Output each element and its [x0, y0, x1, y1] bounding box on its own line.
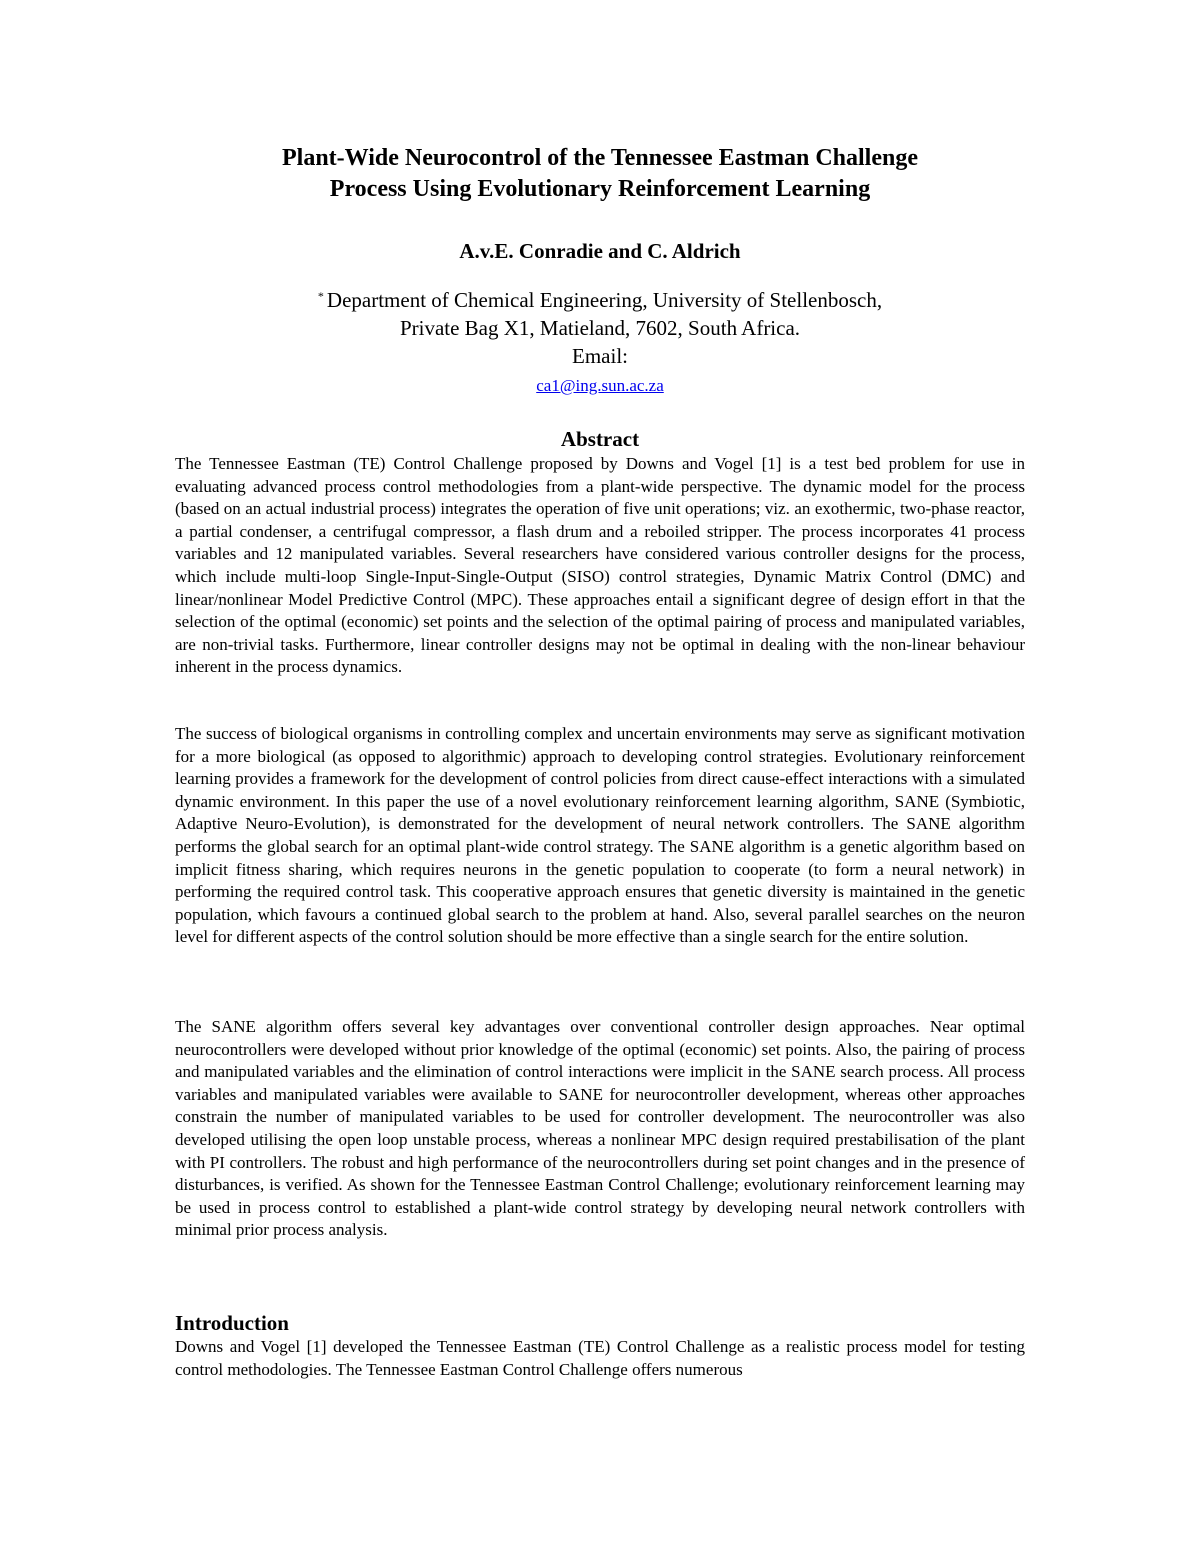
abstract-paragraph-1: The Tennessee Eastman (TE) Control Challenge proposed by Downs and Vogel [1] is a test bed problem for use in evaluating advanced process control methodologies from a plant-wide perspective. The dynamic model for the process (based on an actual industrial process) integrates the operation of five unit operations; viz. an exothermic, two-phase reactor, a partial condenser, a centrifugal compressor, a flash drum and a reboiled stripper. The process incorporates 41 process variables and 12 manipulated variables. Several researchers have considered various controller designs for the process, which include multi-loop Single-Input-Single-Output (SISO) control strategies, Dynamic Matrix Control (DMC) and linear/nonlinear Model Predictive Control (MPC). These approaches entail a significant degree of design effort in that the selection of the optimal (economic) set points and the selection of the optimal pairing of process and manipulated variables, are non-trivial tasks. Furthermore, linear controller designs may not be optimal in dealing with the non-linear behaviour inherent in the process dynamics.	[175, 454, 1025, 677]
paper-title-line-2: Process Using Evolutionary Reinforcement Learning	[329, 176, 871, 202]
email-link[interactable]: ca1@ing.sun.ac.za	[536, 376, 664, 395]
abstract-paragraph-3: The SANE algorithm offers several key advantages over conventional controller design approaches. Near optimal neurocontrollers were developed without prior knowledge of the optimal (economic) set points. Also, the pairing of process and manipulated variables and the elimination of control interactions were implicit in the SANE search process. All process variables and manipulated variables were available to SANE for neurocontroller development, whereas other approaches constrain the number of manipulated variables to be used for controller development. The neurocontroller was also developed utilising the open loop unstable process, whereas a nonlinear MPC design required prestabilisation of the plant with PI controllers. The robust and high performance of the neurocontrollers during set point changes and in the presence of disturbances, is verified. As shown for the Tennessee Eastman Control Challenge; evolutionary reinforcement learning may be used in process control to established a plant-wide control strategy by developing neural network controllers with minimal prior process analysis.	[175, 1017, 1025, 1240]
email-label: Email:	[572, 344, 628, 368]
abstract-paragraph-2: The success of biological organisms in controlling complex and uncertain environments may serve as significant motivation for a more biological (as opposed to algorithmic) approach to developing control strategies. Evolutionary reinforcement learning provides a framework for the development of control policies from direct cause-effect interactions with a simulated dynamic environment. In this paper the use of a novel evolutionary reinforcement learning algorithm, SANE (Symbiotic, Adaptive Neuro-Evolution), is demonstrated for the development of neural network controllers. The SANE algorithm performs the global search for an optimal plant-wide control strategy. The SANE algorithm is a genetic algorithm based on implicit fitness sharing, which requires neurons in the genetic population to cooperate (to form a neural network) in performing the required control task. This cooperative approach ensures that genetic diversity is maintained in the genetic population, which favours a continued global search to the problem at hand. Also, several parallel searches on the neuron level for different aspects of the control solution should be more effective than a single search for the entire solution.	[175, 724, 1025, 947]
paper-title	[175, 143, 1025, 205]
introduction-heading: Introduction	[175, 1311, 289, 1335]
affiliation-line-2: Private Bag X1, Matieland, 7602, South Africa.	[399, 316, 801, 340]
affiliation-marker: *	[317, 289, 324, 303]
paper-authors: A.v.E. Conradie and C. Aldrich	[459, 239, 741, 263]
affiliation-line-1-text: Department of Chemical Engineering, University of Stellenbosch,	[326, 288, 883, 312]
abstract-heading: Abstract	[560, 427, 640, 451]
paper-title-line-1: Plant-Wide Neurocontrol of the Tennessee Eastman Challenge	[281, 145, 918, 171]
introduction-paragraph: Downs and Vogel [1] developed the Tennessee Eastman (TE) Control Challenge as a realistic process model for testing control methodologies. The Tennessee Eastman Control Challenge offers numerous	[175, 1337, 1025, 1379]
affiliation-block	[175, 286, 1025, 400]
affiliation-line-1	[175, 286, 1025, 314]
email-line	[175, 342, 1025, 400]
